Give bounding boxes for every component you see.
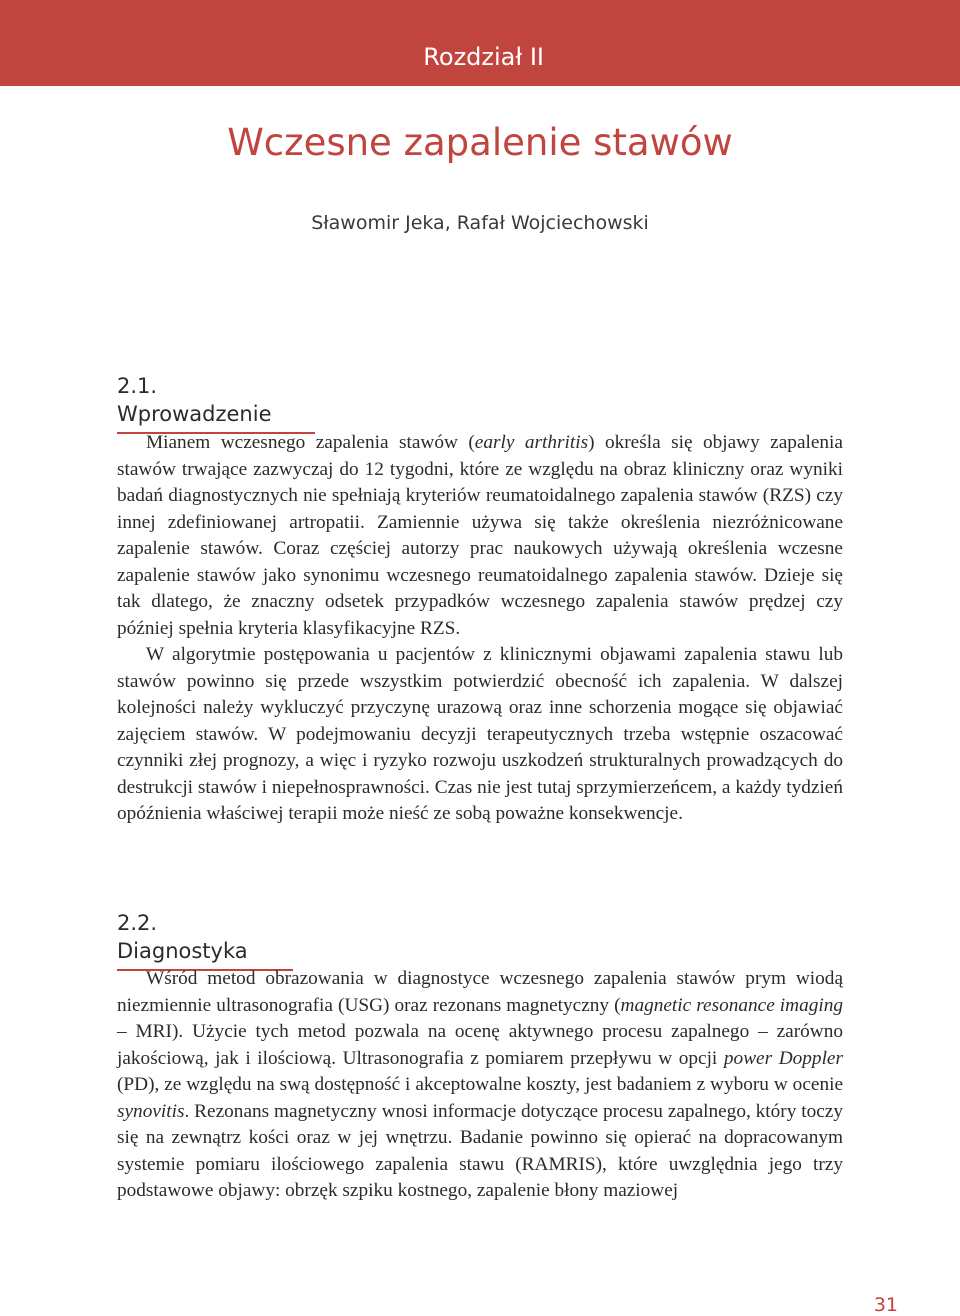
chapter-authors: Sławomir Jeka, Rafał Wojciechowski (311, 212, 649, 234)
italic-term: synovitis (117, 1100, 185, 1122)
section-heading-diagnostics: 2.2. Diagnostyka (117, 909, 293, 971)
paragraph-text: Wśród metod obrazowania w diagnostyce wczesnego zapalenia stawów prym wiodą niezmiennie ultrasonografia (USG) oraz rezonans magnetyczny ( (117, 968, 843, 1016)
paragraph (117, 430, 843, 642)
italic-term: early arthritis (474, 432, 589, 453)
paragraph-text: (PD), ze względu na swą dostępność i akceptowalne koszty, jest badaniem z wyboru w ocenie (117, 1074, 843, 1095)
introduction-body (117, 430, 843, 828)
chapter-banner (0, 0, 960, 86)
paragraph (117, 642, 843, 828)
paragraph-text: . Rezonans magnetyczny wnosi informacje dotyczące procesu zapalnego, który toczy się na zewnątrz kości oraz w jej wnętrzu. Badanie powinno się opierać na dopracowanym systemie pomiaru ilościowego zapalenia stawu (RAMRIS), które uwzględnia jego trzy podstawowe objawy: obrzęk szpiku kostnego, zapalenie błony maziowej (117, 1100, 843, 1201)
paragraph-text: W algorytmie postępowania u pacjentów z klinicznymi objawami zapalenia stawu lub stawów powinno się przede wszystkim potwierdzić obecność ich zapalenia. W dalszej kolejności należy wykluczyć przyczynę urazową oraz inne schorzenia mogące się objawiać zajęciem stawów. W podejmowaniu decyzji terapeutycznych trzeba wstępnie oszacować czynniki złej prognozy, a więc i ryzyko rozwoju uszkodzeń strukturalnych prowadzących do destrukcji stawów i niepełnosprawności. Czas nie jest tutaj sprzymierzeńcem, a każdy tydzień opóźnienia właściwej terapii może nieść ze sobą poważne konsekwencje. (117, 644, 843, 824)
italic-term: magnetic resonance imaging (620, 994, 844, 1016)
paragraph-text: Mianem wczesnego zapalenia stawów ( (146, 432, 475, 453)
section-heading-introduction: 2.1. Wprowadzenie (117, 372, 315, 434)
chapter-label: Rozdział II (423, 43, 544, 71)
chapter-title: Wczesne zapalenie stawów (227, 121, 733, 164)
diagnostics-body (117, 966, 843, 1205)
paragraph-text: – MRI). Użycie tych metod pozwala na ocenę aktywnego procesu zapalnego – zarówno jakościową, jak i ilościową. Ultrasonografia z pomiarem przepływu w opcji (117, 1021, 843, 1069)
page-number: 31 (873, 1294, 898, 1316)
paragraph-text: ) określa się objawy zapalenia stawów trwające zazwyczaj do 12 tygodni, które ze względu na obraz kliniczny oraz wyniki badań diagnostycznych nie spełniają kryteriów reumatoidalnego zapalenia stawów (RZS) czy innej zdefiniowanej artropatii. Zamiennie używa się także określenia niezróżnicowane zapalenie stawów. Coraz częściej autorzy prac naukowych używają określenia wczesne zapalenie stawów jako synonimu wczesnego reumatoidalnego zapalenia stawów. Dzieje się tak dlatego, że znaczny odsetek przypadków wczesnego zapalenia stawów prędzej czy później spełnia kryteria klasyfikacyjne RZS. (117, 432, 843, 639)
italic-term: power Doppler (723, 1047, 843, 1069)
paragraph (117, 966, 843, 1205)
